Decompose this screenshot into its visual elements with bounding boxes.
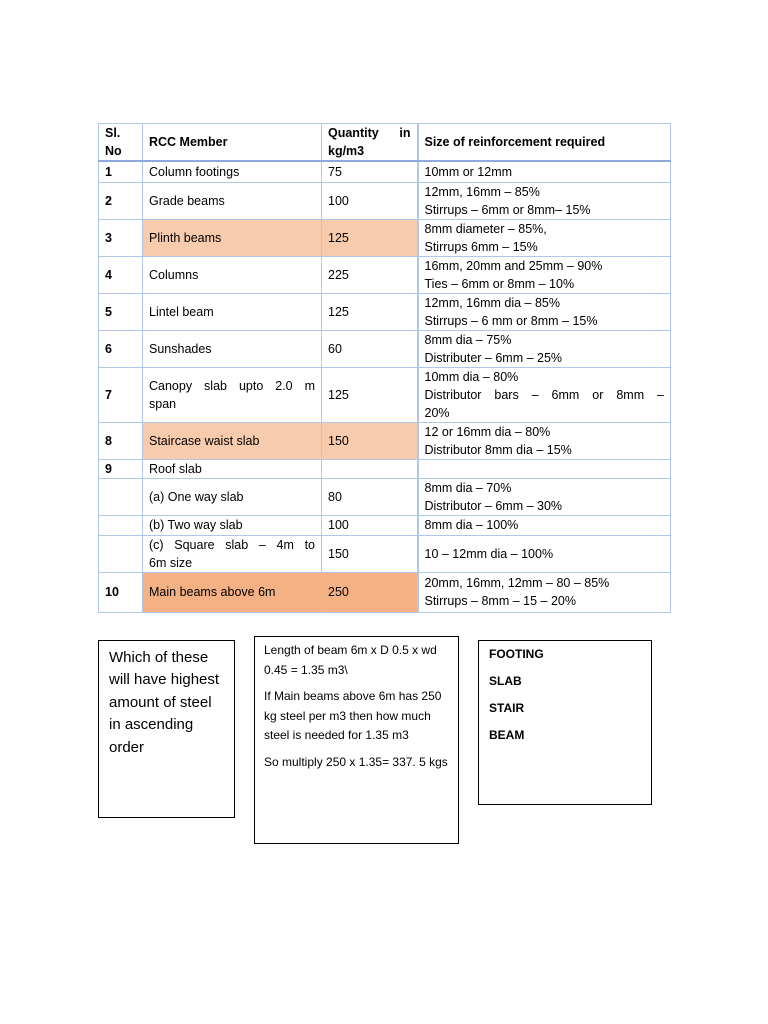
row-quantity: 100: [322, 515, 418, 535]
calculation-box: [254, 636, 459, 844]
row-reinforcement: [418, 219, 671, 256]
row-member: Main beams above 6m: [143, 572, 322, 612]
row-quantity: 150: [322, 535, 418, 572]
row-member: Columns: [143, 256, 322, 293]
reinforcement-line: 12 or 16mm dia – 80%: [424, 424, 551, 439]
table-row: [99, 459, 671, 478]
reinforcement-line: Stirrups – 8mm – 15 – 20%: [424, 594, 576, 608]
header-reinforcement: Size of reinforcement required: [418, 124, 671, 162]
table-row: [99, 182, 671, 219]
header-quantity-unit: kg/m3: [328, 144, 365, 158]
row-member: Column footings: [143, 161, 322, 182]
reinforcement-line: 8mm diameter – 85%,: [424, 221, 547, 236]
calc-paragraph-3: So multiply 250 x 1.35= 337. 5 kgs: [264, 754, 448, 769]
row-reinforcement: [418, 535, 671, 572]
list-item: FOOTING: [489, 647, 544, 661]
table-header-row: [99, 124, 671, 162]
calc-paragraph-1: Length of beam 6m x D 0.5 x wd 0.45 = 1.35 m3\: [264, 643, 437, 677]
row-quantity: 150: [322, 422, 418, 459]
table-row: [99, 293, 671, 330]
row-number: 4: [99, 256, 143, 293]
row-number: 5: [99, 293, 143, 330]
row-reinforcement: [418, 256, 671, 293]
header-quantity-in: in: [399, 126, 411, 140]
reinforcement-line: 10 – 12mm dia – 100%: [424, 546, 554, 561]
table-row: [99, 535, 671, 572]
row-number: 10: [99, 572, 143, 612]
row-reinforcement: [418, 182, 671, 219]
question-box: [98, 640, 235, 818]
table-row: [99, 478, 671, 515]
row-number: [99, 535, 143, 572]
row-quantity: 80: [322, 478, 418, 515]
row-number: 2: [99, 182, 143, 219]
row-reinforcement: [418, 459, 671, 478]
reinforcement-line: 16mm, 20mm and 25mm – 90%: [424, 258, 603, 273]
row-member: Lintel beam: [143, 293, 322, 330]
table-row: [99, 422, 671, 459]
row-number: 8: [99, 422, 143, 459]
table-row: [99, 330, 671, 367]
header-sl-no-line1: Sl.: [105, 126, 121, 140]
row-quantity: 60: [322, 330, 418, 367]
reinforcement-line: Distributor – 6mm – 30%: [424, 498, 563, 513]
header-rcc-member: RCC Member: [143, 124, 322, 162]
reinforcement-line: 8mm dia – 100%: [424, 518, 519, 532]
reinforcement-line: 20%: [424, 405, 450, 420]
row-reinforcement: [418, 422, 671, 459]
row-member-line1: (c) Square slab – 4m to: [149, 537, 315, 552]
rcc-reinforcement-table: [98, 123, 671, 613]
answer-list-box: [478, 640, 652, 805]
list-item: STAIR: [489, 701, 525, 715]
reinforcement-line: 20mm, 16mm, 12mm – 80 – 85%: [424, 576, 610, 590]
row-member: (b) Two way slab: [143, 515, 322, 535]
question-text: Which of these will have highest amount of steel in ascending order: [109, 649, 220, 756]
reinforcement-line: Stirrups 6mm – 15%: [424, 239, 538, 254]
row-number: [99, 478, 143, 515]
table-row: [99, 367, 671, 422]
row-number: 1: [99, 161, 143, 182]
row-reinforcement: [418, 515, 671, 535]
calc-paragraph-2: If Main beams above 6m has 250 kg steel per m3 then how much steel is needed for 1.35 m3: [264, 689, 442, 742]
row-member-line2: 6m size: [149, 555, 193, 570]
row-member-line1: Canopy slab upto 2.0 m: [149, 378, 315, 393]
row-number: 7: [99, 367, 143, 422]
reinforcement-line: 10mm dia – 80%: [424, 369, 519, 384]
row-quantity: 75: [322, 161, 418, 182]
row-quantity: 125: [322, 293, 418, 330]
row-reinforcement: [418, 478, 671, 515]
row-member: [143, 535, 322, 572]
reinforcement-line: Distributer – 6mm – 25%: [424, 350, 563, 365]
table-row: [99, 219, 671, 256]
row-number: [99, 515, 143, 535]
row-quantity: 125: [322, 367, 418, 422]
row-member: (a) One way slab: [143, 478, 322, 515]
row-reinforcement: [418, 161, 671, 182]
row-number: 9: [99, 459, 143, 478]
row-member: Roof slab: [143, 459, 322, 478]
header-quantity: [322, 124, 418, 162]
reinforcement-line: 12mm, 16mm dia – 85%: [424, 295, 560, 310]
row-number: 3: [99, 219, 143, 256]
header-sl-no-line2: No: [105, 144, 122, 158]
header-sl-no: [99, 124, 143, 162]
row-reinforcement: [418, 330, 671, 367]
header-quantity-word: Quantity: [328, 126, 379, 140]
list-item: BEAM: [489, 728, 525, 742]
row-member-line2: span: [149, 396, 177, 411]
row-member: [143, 367, 322, 422]
row-quantity: 250: [322, 572, 418, 612]
row-member: Staircase waist slab: [143, 422, 322, 459]
reinforcement-line: Stirrups – 6mm or 8mm– 15%: [424, 202, 591, 217]
reinforcement-line: 12mm, 16mm – 85%: [424, 184, 540, 199]
row-reinforcement: [418, 293, 671, 330]
reinforcement-line: Ties – 6mm or 8mm – 10%: [424, 276, 575, 291]
table-row: [99, 256, 671, 293]
reinforcement-line: 8mm dia – 75%: [424, 332, 512, 347]
row-quantity: 100: [322, 182, 418, 219]
reinforcement-line: 8mm dia – 70%: [424, 480, 512, 495]
reinforcement-line: Stirrups – 6 mm or 8mm – 15%: [424, 313, 598, 328]
row-member: Sunshades: [143, 330, 322, 367]
row-reinforcement: [418, 367, 671, 422]
row-number: 6: [99, 330, 143, 367]
row-member: Plinth beams: [143, 219, 322, 256]
table-row: [99, 572, 671, 612]
list-item: SLAB: [489, 674, 522, 688]
row-quantity: 225: [322, 256, 418, 293]
reinforcement-line: Distributor bars – 6mm or 8mm –: [424, 387, 664, 402]
row-reinforcement: [418, 572, 671, 612]
reinforcement-line: Distributor 8mm dia – 15%: [424, 442, 572, 457]
table-row: [99, 161, 671, 182]
row-quantity: [322, 459, 418, 478]
table-row: [99, 515, 671, 535]
row-member: Grade beams: [143, 182, 322, 219]
reinforcement-line: 10mm or 12mm: [424, 164, 513, 179]
row-quantity: 125: [322, 219, 418, 256]
